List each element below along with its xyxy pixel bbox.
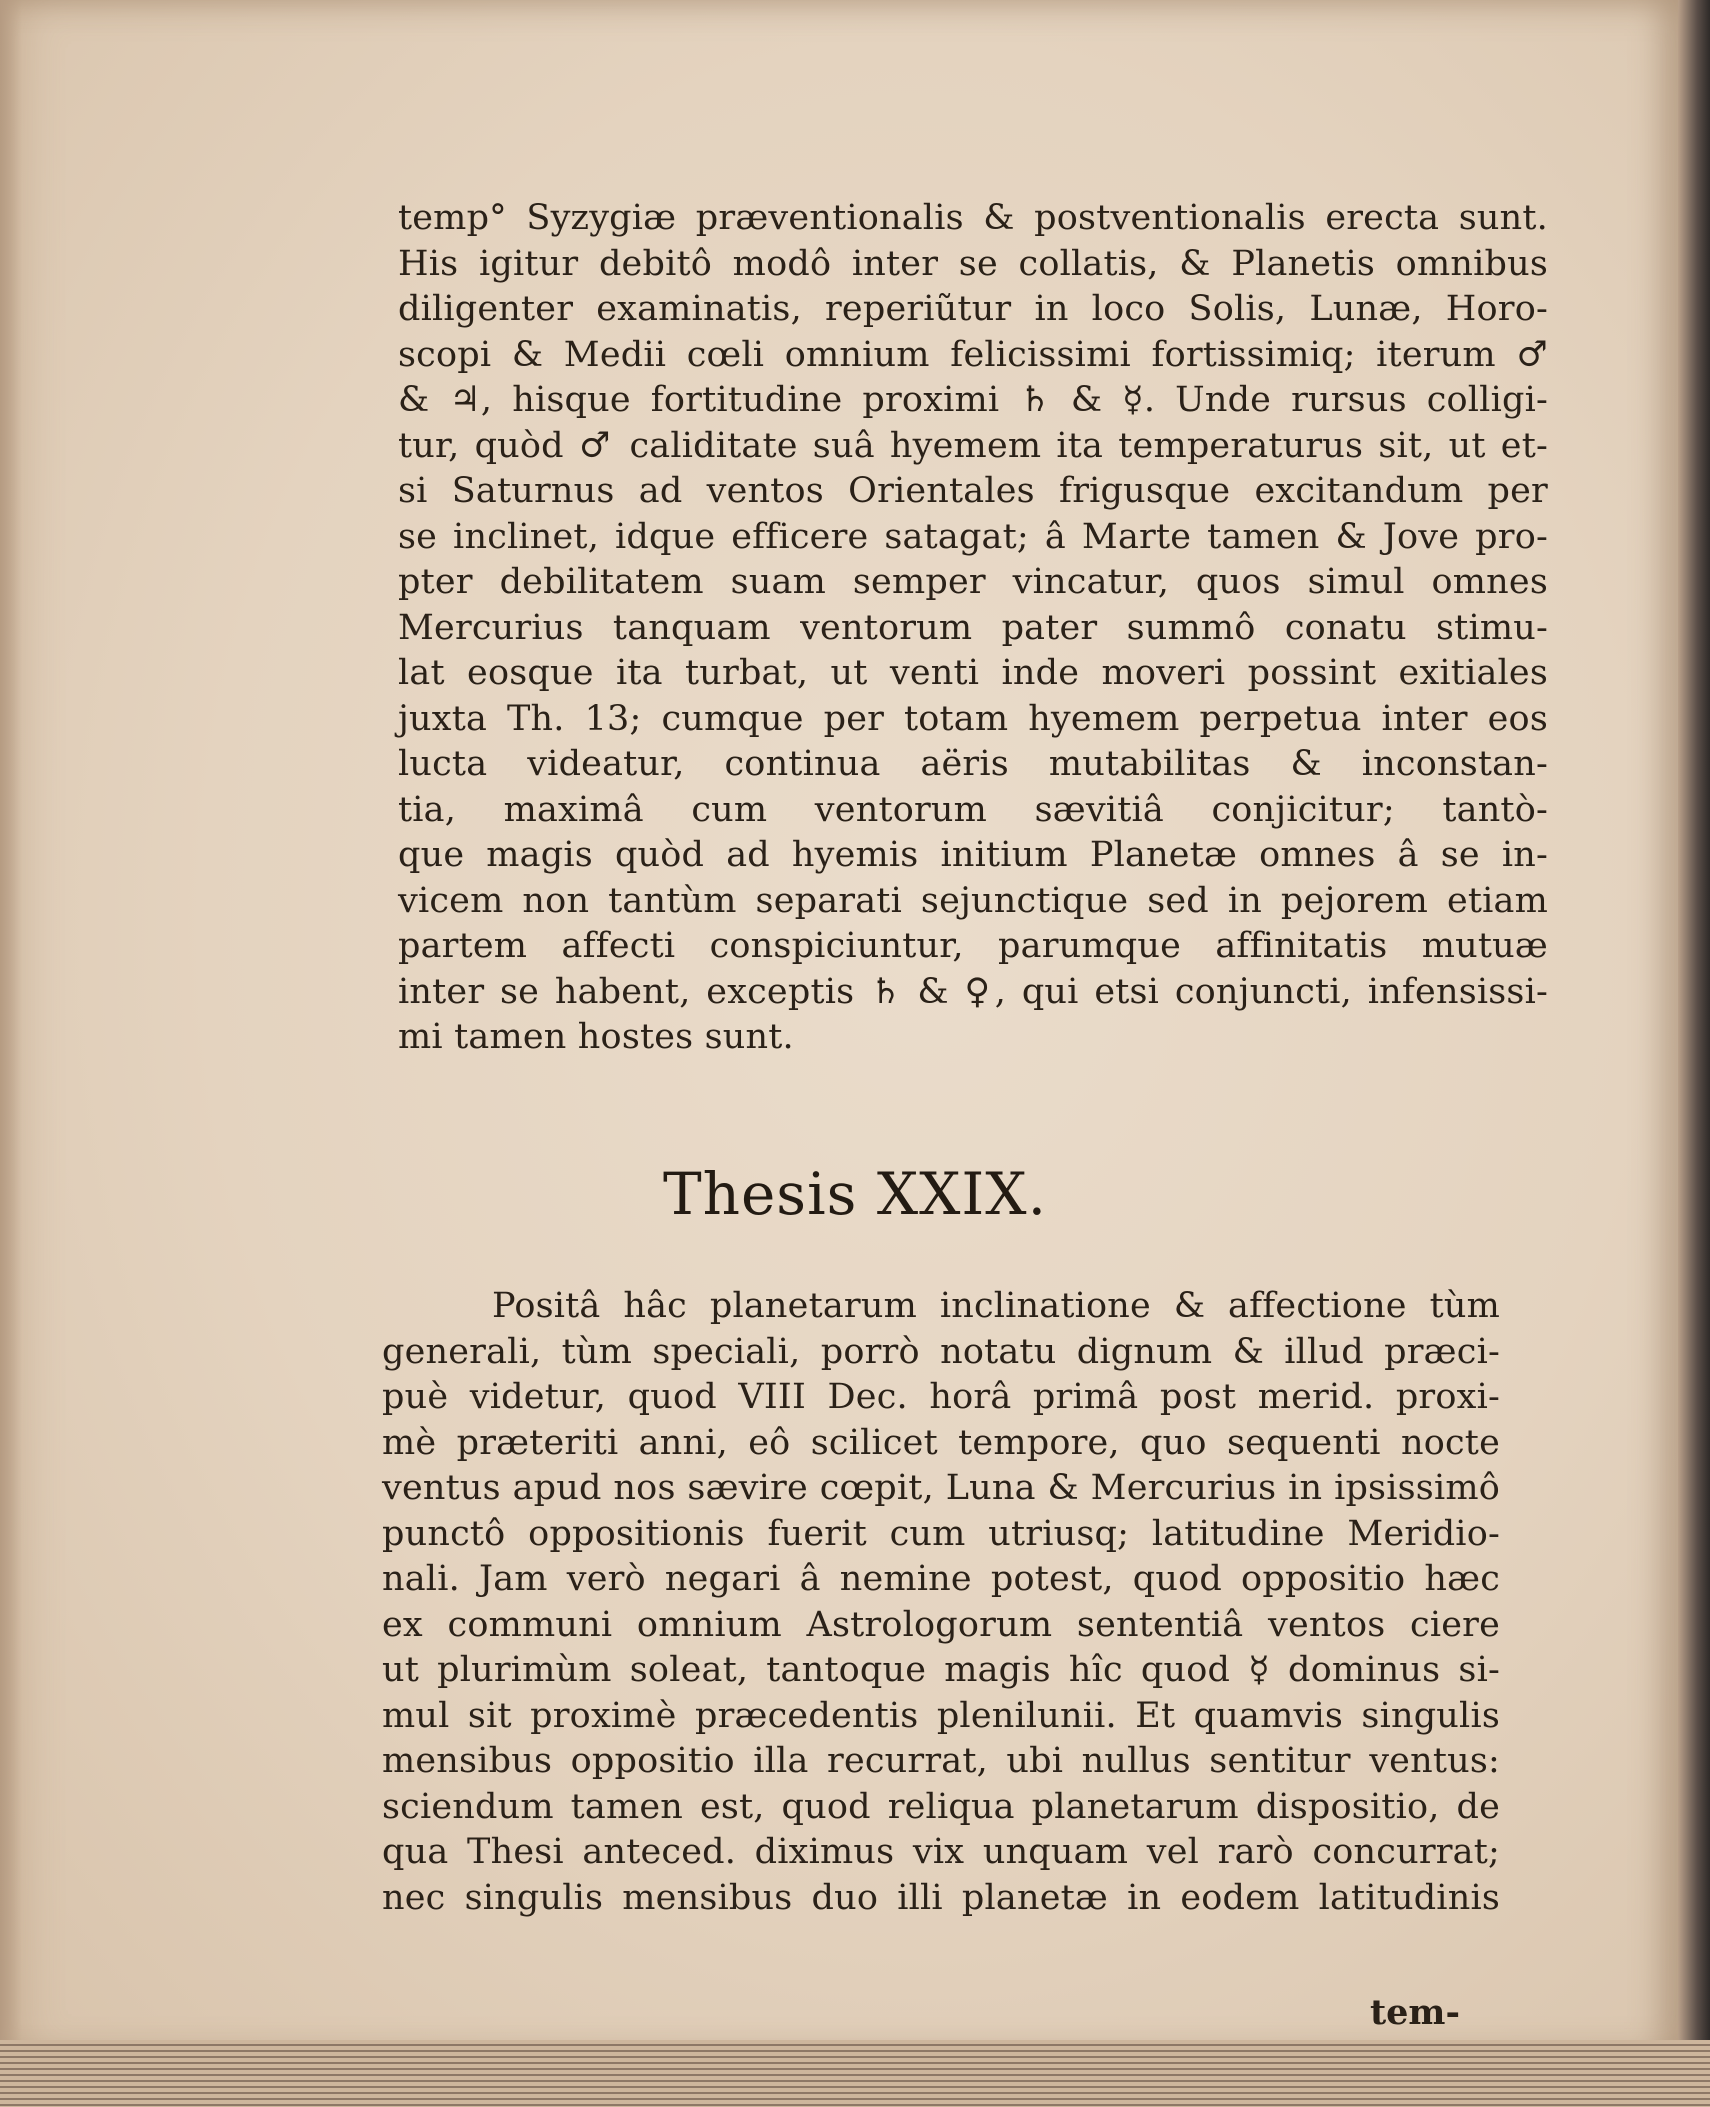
text-line: pter debilitatem suam semper vincatur, quos simul omnes [398,562,1548,602]
text-line: tur, quòd ♂ caliditate suâ hyemem ita temperaturus sit, ut et- [398,425,1548,466]
text-line: se inclinet, idque efficere satagat; â Marte tamen & Jove pro- [398,516,1548,557]
catchword: tem- [1370,1992,1460,2033]
text-line: si Saturnus ad ventos Orientales frigusque excitandum per [398,471,1548,511]
text-line: scopi & Medii cœli omnium felicissimi fortissimiq; iterum ♂ [398,334,1548,375]
text-line: mè præteriti anni, eô scilicet tempore, quo sequenti nocte [382,1422,1500,1463]
text-line: sciendum tamen est, quod reliqua planetarum dispositio, de [382,1786,1500,1827]
text-line: que magis quòd ad hyemis initium Planetæ omnes â se in- [398,835,1548,875]
paragraph-2 [382,1284,1500,1921]
text-line: ex communi omnium Astrologorum sententiâ ventos ciere [382,1604,1500,1645]
text-line: mi tamen hostes sunt. [398,1017,794,1057]
text-line: ut plurimùm soleat, tantoque magis hîc quod ☿ dominus si- [382,1650,1500,1690]
text-line: punctô oppositionis fuerit cum utriusq; latitudine Meridio- [382,1513,1500,1554]
page-edge-right [1678,0,1710,2107]
text-line: juxta Th. 13; cumque per totam hyemem perpetua inter eos [398,698,1548,739]
text-line: temp° Syzygiæ præventionalis & postventionalis erecta sunt. [398,198,1548,238]
text-line: Mercurius tanquam ventorum pater summô conatu stimu- [398,607,1548,648]
text-line: tia, maximâ cum ventorum sævitiâ conjicitur; tantò- [398,789,1548,830]
text-line: partem affecti conspiciuntur, parumque affinitatis mutuæ [398,926,1548,966]
text-line: Positâ hâc planetarum inclinatione & affectione tùm [492,1286,1500,1326]
text-line: ventus apud nos sævire cœpit, Luna & Mercurius in ipsissimô [382,1468,1500,1508]
text-line: mensibus oppositio illa recurrat, ubi nullus sentitur ventus: [382,1741,1500,1781]
text-line: nec singulis mensibus duo illi planetæ in eodem latitudinis [382,1877,1500,1918]
text-line: lat eosque ita turbat, ut venti inde moveri possint exitiales [398,653,1548,693]
text-line: inter se habent, exceptis ♄ & ♀, qui etsi conjuncti, infensissi- [398,971,1548,1012]
text-line: puè videtur, quod VIII Dec. horâ primâ post merid. proxi- [382,1377,1500,1417]
text-line: mul sit proximè præcedentis plenilunii. Et quamvis singulis [382,1695,1500,1736]
paragraph-1 [398,196,1548,1061]
text-line: & ♃, hisque fortitudine proximi ♄ & ☿. Unde rursus colligi- [398,380,1548,420]
page-gutter-shadow [0,0,22,2058]
text-line: vicem non tantùm separati sejunctique sed in pejorem etiam [398,880,1548,921]
text-line: qua Thesi anteced. diximus vix unquam vel rarò concurrat; [382,1832,1500,1872]
text-line: generali, tùm speciali, porrò notatu dignum & illud præci- [382,1331,1500,1372]
text-line: diligenter examinatis, reperiũtur in loco Solis, Lunæ, Horo- [398,289,1548,329]
text-line: lucta videatur, continua aëris mutabilitas & inconstan- [398,744,1548,784]
text-line: nali. Jam verò negari â nemine potest, quod oppositio hæc [382,1559,1500,1599]
thesis-heading: Thesis XXIX. [662,1160,1048,1228]
text-line: His igitur debitô modô inter se collatis, & Planetis omnibus [398,243,1548,284]
page-stack-bottom [0,2040,1710,2107]
